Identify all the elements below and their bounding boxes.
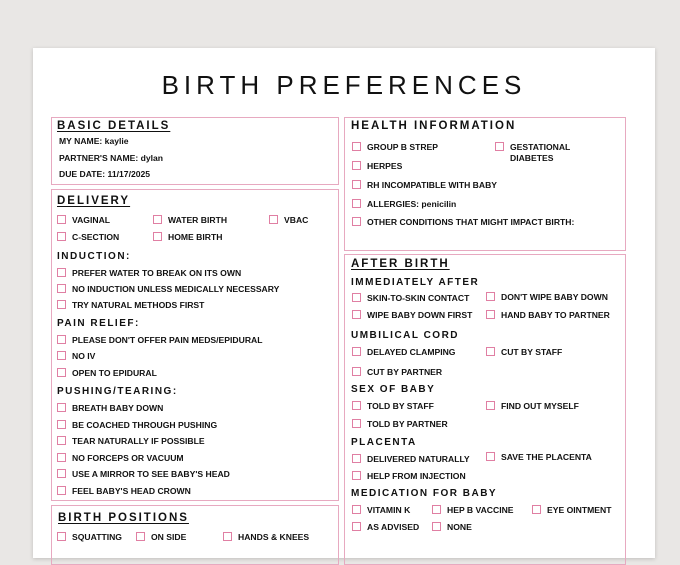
checkbox-cut-by-partner[interactable] [352,367,442,377]
checkbox-cut-by-staff[interactable] [486,347,562,357]
checkbox-icon[interactable] [532,505,541,514]
checkbox-skin-to-skin[interactable] [352,293,469,303]
checkbox-label: PREFER WATER TO BREAK ON ITS OWN [72,268,242,278]
checkbox-delayed-clamping[interactable] [352,347,456,357]
checkbox-label: OPEN TO EPIDURAL [72,368,157,378]
checkbox-icon[interactable] [352,293,361,302]
immediately-after-label: IMMEDIATELY AFTER [351,277,480,288]
medication-label: MEDICATION FOR BABY [351,488,498,499]
checkbox-label: DELIVERED NATURALLY [367,454,470,464]
checkbox-label: C-SECTION [72,232,120,242]
checkbox-find-out-myself[interactable] [486,401,579,411]
page-title: BIRTH PREFERENCES [161,70,527,100]
checkbox-icon[interactable] [352,199,361,208]
pain-relief-label: PAIN RELIEF: [57,318,140,329]
checkbox-icon[interactable] [486,347,495,356]
checkbox-icon[interactable] [57,436,66,445]
checkbox-vaginal[interactable] [57,215,110,225]
checkbox-icon[interactable] [495,142,504,151]
checkbox-other-conditions[interactable] [352,217,574,227]
checkbox-icon[interactable] [352,180,361,189]
checkbox-vbac[interactable] [269,215,308,225]
checkbox-save-placenta[interactable] [486,452,592,462]
checkbox-icon[interactable] [352,505,361,514]
checkbox-label: NO FORCEPS OR VACUUM [72,453,184,463]
checkbox-label: OTHER CONDITIONS THAT MIGHT IMPACT BIRTH: [367,217,575,227]
checkbox-label: BE COACHED THROUGH PUSHING [72,420,218,430]
checkbox-icon[interactable] [153,215,162,224]
checkbox-icon[interactable] [57,215,66,224]
checkbox-eye-ointment[interactable] [532,505,611,515]
checkbox-pain-3[interactable] [57,368,157,378]
basic-details-section [51,117,339,185]
checkbox-icon[interactable] [57,232,66,241]
checkbox-icon[interactable] [352,401,361,410]
checkbox-icon[interactable] [57,486,66,495]
checkbox-label: SQUATTING [72,532,122,542]
birth-positions-section [51,505,339,565]
checkbox-pushing-3[interactable] [57,436,205,446]
checkbox-hand-to-partner[interactable] [486,310,610,320]
checkbox-icon[interactable] [352,310,361,319]
checkbox-label: WATER BIRTH [168,215,228,225]
checkbox-label: CUT BY STAFF [501,347,563,357]
checkbox-home-birth[interactable] [153,232,222,242]
delivery-header: DELIVERY [57,195,131,207]
checkbox-icon[interactable] [352,471,361,480]
checkbox-herpes[interactable] [352,161,402,171]
checkbox-told-by-staff[interactable] [352,401,434,411]
after-birth-section [344,254,626,565]
pushing-label: PUSHING/TEARING: [57,386,178,397]
checkbox-pain-2[interactable] [57,351,95,361]
checkbox-group-b-strep[interactable] [352,142,438,152]
checkbox-label: VAGINAL [72,215,111,225]
checkbox-label: HOME BIRTH [168,232,223,242]
checkbox-label: HERPES [367,161,403,171]
checkbox-icon[interactable] [57,403,66,412]
my-name-field[interactable]: MY NAME: kaylie [59,136,129,146]
checkbox-icon[interactable] [57,335,66,344]
checkbox-label: TOLD BY STAFF [367,401,434,411]
after-birth-header: AFTER BIRTH [351,258,450,270]
checkbox-icon[interactable] [432,522,441,531]
checkbox-pushing-5[interactable] [57,469,230,479]
checkbox-icon[interactable] [486,452,495,461]
checkbox-icon[interactable] [352,142,361,151]
checkbox-icon[interactable] [352,347,361,356]
checkbox-icon[interactable] [57,300,66,309]
checkbox-label: GESTATIONAL DIABETES [510,142,571,163]
checkbox-water-birth[interactable] [153,215,227,225]
placenta-label: PLACENTA [351,437,417,448]
checkbox-as-advised[interactable] [352,522,419,532]
partner-name-field[interactable]: PARTNER'S NAME: dylan [59,153,164,163]
induction-label: INDUCTION: [57,251,131,262]
checkbox-icon[interactable] [486,310,495,319]
checkbox-label: SAVE THE PLACENTA [501,452,592,462]
checkbox-label: TOLD BY PARTNER [367,419,448,429]
basic-details-header: BASIC DETAILS [57,120,171,132]
checkbox-gestational-diabetes[interactable] [495,142,590,164]
checkbox-allergies[interactable] [352,199,456,209]
checkbox-vitamin-k[interactable] [352,505,410,515]
due-date-field[interactable]: DUE DATE: 11/17/2025 [59,169,151,179]
checkbox-c-section[interactable] [57,232,119,242]
checkbox-icon[interactable] [486,292,495,301]
checkbox-label: NO INDUCTION UNLESS MEDICALLY NECESSARY [72,284,280,294]
checkbox-label: DON'T WIPE BABY DOWN [501,292,608,302]
checkbox-label: TEAR NATURALLY IF POSSIBLE [72,436,205,446]
checkbox-label: ON SIDE [151,532,187,542]
checkbox-label: DELAYED CLAMPING [367,347,456,357]
checkbox-label: FEEL BABY'S HEAD CROWN [72,486,191,496]
checkbox-icon[interactable] [57,453,66,462]
checkbox-icon[interactable] [352,419,361,428]
checkbox-icon[interactable] [57,368,66,377]
checkbox-icon[interactable] [352,367,361,376]
checkbox-label: WIPE BABY DOWN FIRST [367,310,473,320]
checkbox-label: ALLERGIES: penicilin [367,199,457,209]
checkbox-label: HANDS & KNEES [238,532,310,542]
checkbox-told-by-partner[interactable] [352,419,448,429]
checkbox-icon[interactable] [57,284,66,293]
checkbox-icon[interactable] [432,505,441,514]
checkbox-label: TRY NATURAL METHODS FIRST [72,300,205,310]
checkbox-label: HAND BABY TO PARTNER [501,310,610,320]
checkbox-induction-2[interactable] [57,284,279,294]
checkbox-on-side[interactable] [136,532,186,542]
checkbox-rh-incompatible[interactable] [352,180,497,190]
checkbox-label: HEP B VACCINE [447,505,514,515]
checkbox-label: VITAMIN K [367,505,411,515]
umbilical-cord-label: UMBILICAL CORD [351,330,460,341]
checkbox-delivered-naturally[interactable] [352,454,470,464]
checkbox-label: NO IV [72,351,96,361]
checkbox-label: NONE [447,522,472,532]
checkbox-pain-1[interactable] [57,335,262,345]
checkbox-label: EYE OINTMENT [547,505,612,515]
checkbox-label: SKIN-TO-SKIN CONTACT [367,293,470,303]
birth-positions-header: BIRTH POSITIONS [58,512,189,524]
checkbox-icon[interactable] [352,217,361,226]
checkbox-icon[interactable] [57,420,66,429]
delivery-section [51,189,339,501]
checkbox-help-from-injection[interactable] [352,471,466,481]
checkbox-squatting[interactable] [57,532,122,542]
checkbox-label: USE A MIRROR TO SEE BABY'S HEAD [72,469,230,479]
checkbox-pushing-6[interactable] [57,486,191,496]
health-information-header: HEALTH INFORMATION [351,120,517,132]
checkbox-icon[interactable] [57,268,66,277]
checkbox-none[interactable] [432,522,472,532]
checkbox-dont-wipe[interactable] [486,292,608,302]
checkbox-pushing-4[interactable] [57,453,184,463]
health-information-section [344,117,626,251]
checkbox-label: CUT BY PARTNER [367,367,443,377]
preferences-sheet [33,48,655,558]
checkbox-induction-1[interactable] [57,268,241,278]
checkbox-icon[interactable] [269,215,278,224]
checkbox-wipe-first[interactable] [352,310,472,320]
checkbox-label: AS ADVISED [367,522,420,532]
checkbox-icon[interactable] [153,232,162,241]
checkbox-icon[interactable] [57,469,66,478]
checkbox-label: BREATH BABY DOWN [72,403,164,413]
checkbox-hands-knees[interactable] [223,532,309,542]
checkbox-label: GROUP B STREP [367,142,438,152]
checkbox-icon[interactable] [57,351,66,360]
checkbox-icon[interactable] [486,401,495,410]
checkbox-icon[interactable] [352,522,361,531]
checkbox-label: VBAC [284,215,309,225]
checkbox-pushing-1[interactable] [57,403,163,413]
checkbox-hep-b-vaccine[interactable] [432,505,514,515]
checkbox-induction-3[interactable] [57,300,204,310]
sex-of-baby-label: SEX OF BABY [351,384,436,395]
checkbox-label: RH INCOMPATIBLE WITH BABY [367,180,498,190]
checkbox-label: FIND OUT MYSELF [501,401,579,411]
checkbox-label: PLEASE DON'T OFFER PAIN MEDS/EPIDURAL [72,335,263,345]
checkbox-pushing-2[interactable] [57,420,217,430]
checkbox-label: HELP FROM INJECTION [367,471,466,481]
checkbox-icon[interactable] [352,454,361,463]
checkbox-icon[interactable] [352,161,361,170]
